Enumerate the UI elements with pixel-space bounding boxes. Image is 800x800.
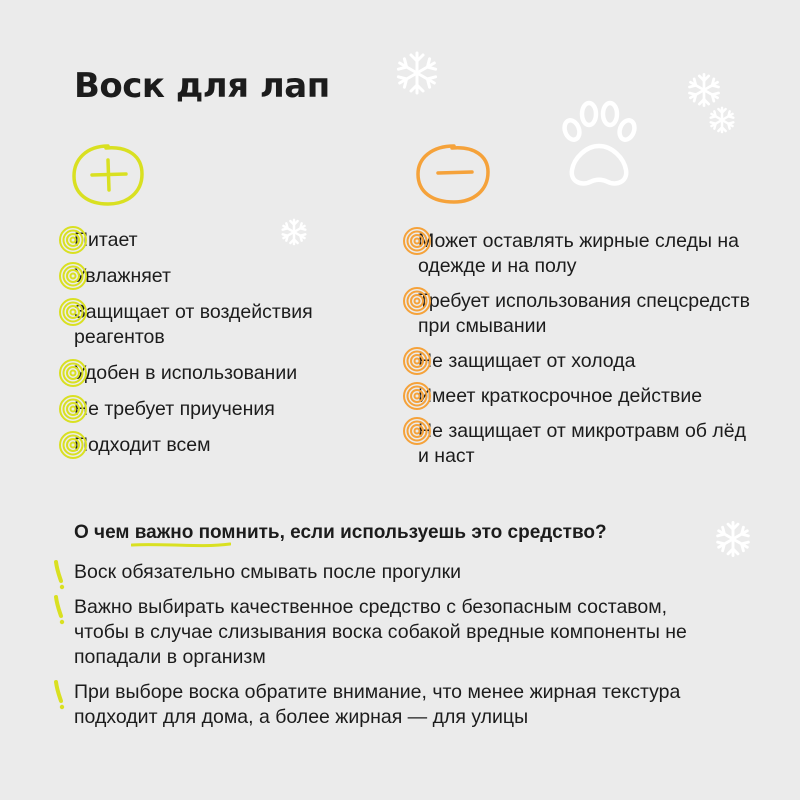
pros-list bbox=[74, 228, 374, 469]
cons-item-text: Не защищает от микротравм об лёд и наст bbox=[418, 420, 746, 467]
swirl-bullet-icon bbox=[402, 346, 432, 376]
pros-item-text: Питает bbox=[74, 229, 138, 251]
swirl-bullet-icon bbox=[58, 358, 88, 388]
list-item bbox=[418, 349, 758, 374]
reminder-heading bbox=[74, 522, 607, 544]
swirl-bullet-icon bbox=[402, 416, 432, 446]
list-item bbox=[418, 384, 758, 409]
swirl-bullet-icon bbox=[58, 261, 88, 291]
cons-item-text: Не защищает от холода bbox=[418, 350, 636, 372]
paw-icon bbox=[556, 96, 642, 190]
cons-item-text: Требует использования спецсредств при смывании bbox=[418, 290, 750, 337]
reminder-heading-highlight-text: важно помнить bbox=[134, 522, 280, 543]
list-item bbox=[418, 419, 758, 469]
pros-item-text: Защищает от воздействия реагентов bbox=[74, 301, 313, 348]
pros-item-text: Удобен в использовании bbox=[74, 362, 298, 384]
snowflake-icon bbox=[714, 520, 752, 558]
reminder-list bbox=[74, 560, 724, 740]
reminder-text: Важно выбирать качественное средство с безопасным составом, чтобы в случае слизывания воска собакой вредные компоненты не попадали в организм bbox=[74, 596, 687, 668]
swirl-bullet-icon bbox=[58, 297, 88, 327]
reminder-heading-highlight bbox=[135, 522, 280, 543]
list-item bbox=[74, 397, 374, 422]
pros-item-text: Подходит всем bbox=[74, 434, 211, 456]
minus-circle-icon bbox=[412, 142, 494, 206]
plus-circle-icon bbox=[68, 142, 148, 208]
snowflake-icon bbox=[708, 106, 736, 134]
list-item bbox=[74, 433, 374, 458]
reminder-heading-end: , если используешь это средство? bbox=[279, 522, 607, 543]
underline-decoration bbox=[131, 541, 231, 549]
snowflake-icon bbox=[394, 50, 440, 96]
exclamation-icon bbox=[50, 680, 70, 710]
exclamation-icon bbox=[50, 595, 70, 625]
swirl-bullet-icon bbox=[58, 394, 88, 424]
list-item bbox=[74, 361, 374, 386]
swirl-bullet-icon bbox=[402, 226, 432, 256]
list-item bbox=[74, 300, 374, 350]
swirl-bullet-icon bbox=[58, 225, 88, 255]
swirl-bullet-icon bbox=[402, 381, 432, 411]
list-item bbox=[74, 228, 374, 253]
cons-list bbox=[418, 229, 758, 479]
reminder-text: Воск обязательно смывать после прогулки bbox=[74, 561, 462, 583]
page-title: Воск для лап bbox=[74, 66, 330, 106]
cons-item-text: Может оставлять жирные следы на одежде и на полу bbox=[418, 230, 739, 277]
pros-item-text: Увлажняет bbox=[74, 265, 171, 287]
swirl-bullet-icon bbox=[58, 430, 88, 460]
exclamation-icon bbox=[50, 560, 70, 590]
reminder-text: При выборе воска обратите внимание, что менее жирная текстура подходит для дома, а более жирная — для улицы bbox=[74, 681, 681, 728]
pros-item-text: Не требует приучения bbox=[74, 398, 275, 420]
list-item bbox=[74, 264, 374, 289]
snowflake-icon bbox=[686, 72, 722, 108]
swirl-bullet-icon bbox=[402, 286, 432, 316]
list-item bbox=[74, 680, 724, 730]
list-item bbox=[418, 229, 758, 279]
reminder-heading-start: О чем bbox=[74, 522, 135, 543]
list-item bbox=[418, 289, 758, 339]
list-item bbox=[74, 560, 724, 585]
list-item bbox=[74, 595, 724, 670]
cons-item-text: Имеет краткосрочное действие bbox=[418, 385, 703, 407]
